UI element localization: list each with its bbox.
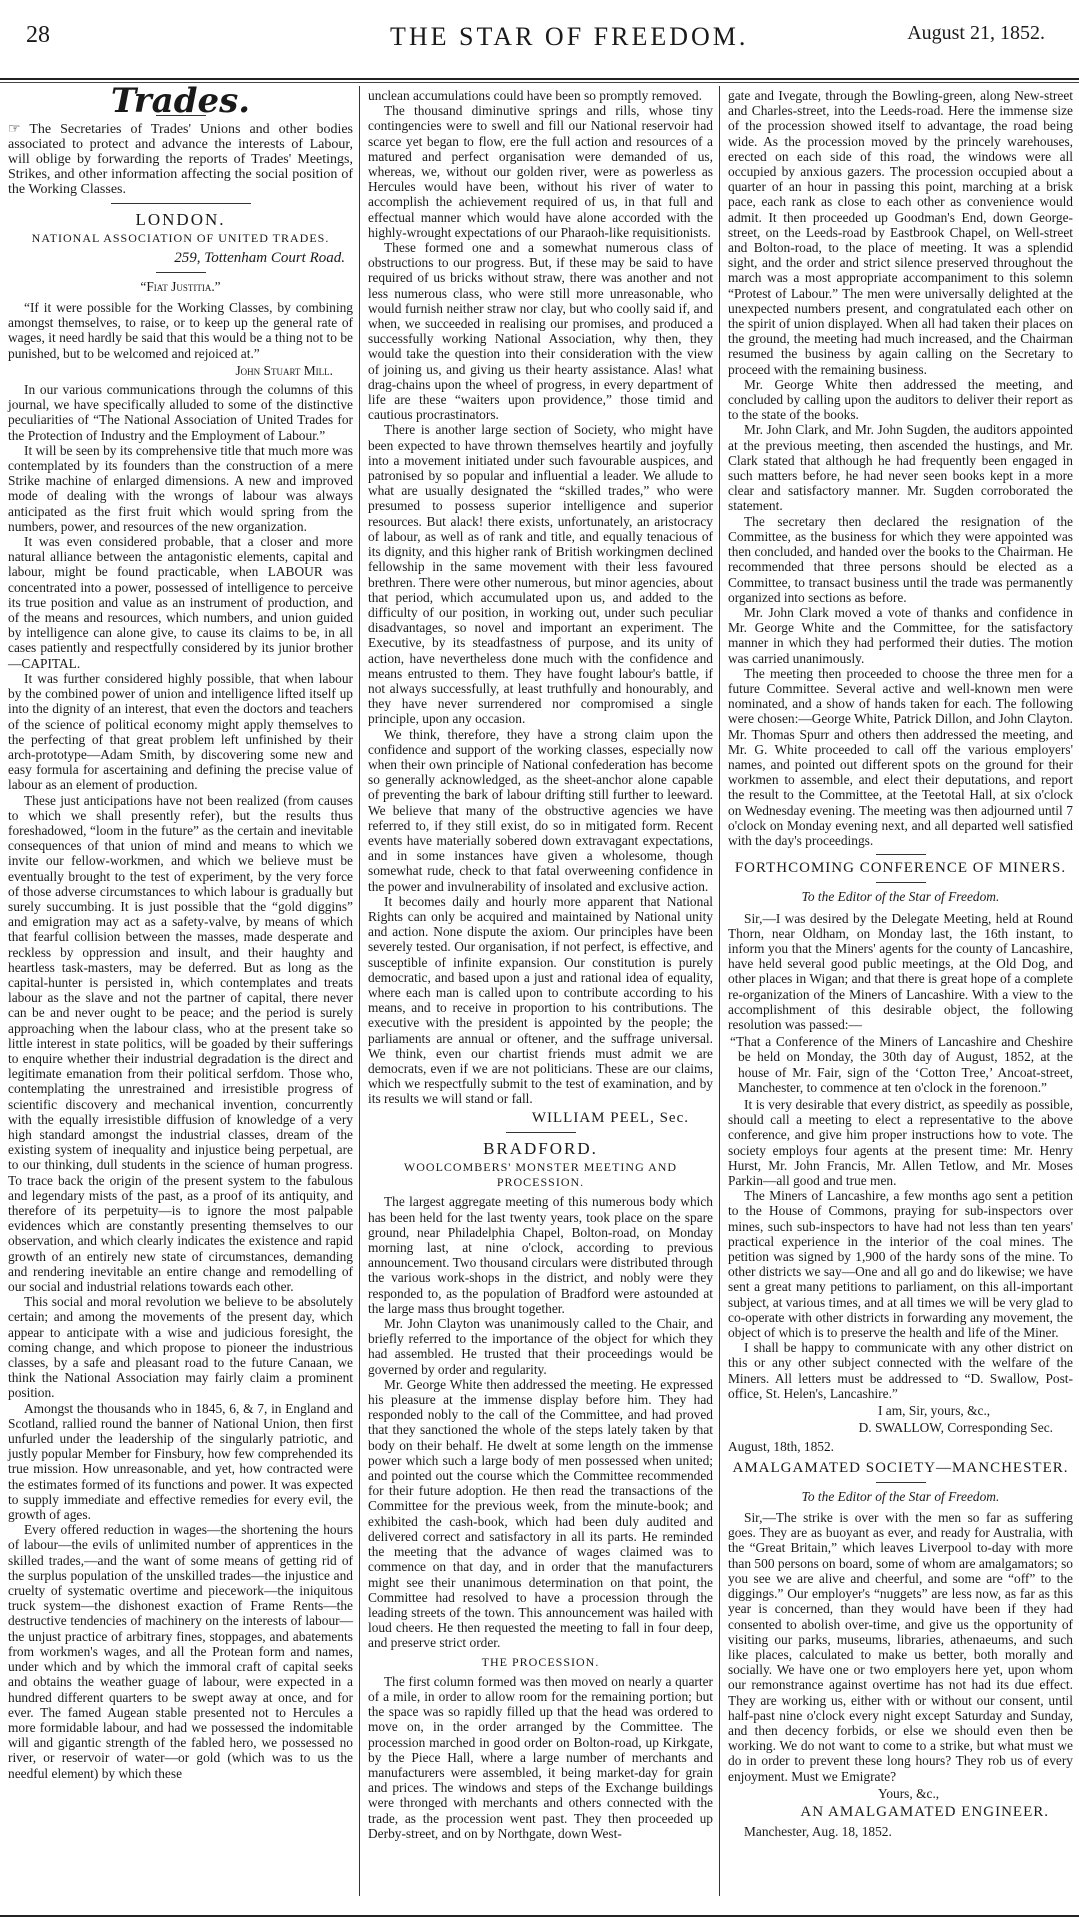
- article-signature: WILLIAM PEEL, Sec.: [531, 1109, 689, 1126]
- letter-signature: D. SWALLOW, Corresponding Sec.: [858, 1420, 1053, 1436]
- epigraph-quote: “If it were possible for the Working Classes, by combining amongst themselves, to raise, or to keep up the general rate of wages, it need hardly be said that this would be a thing not to be punished, but to be welcomed and rejoiced at.”: [8, 300, 353, 361]
- org-heading: NATIONAL ASSOCIATION OF UNITED TRADES.: [31, 231, 330, 246]
- paragraph: The meeting then proceeded to choose the three men for a future Committee. Several active and well-known men were nominated, and a show of hands taken for each. The following were chosen:—George White, Patrick Dillon, and John Clayton. Mr. Thomas Spurr and others then addressed the meeting, and Mr. G. White proceeded to call off the various employers' names, and pointed out different spots on the ground for their workmen to assemble, and elect their deputations, and report the result to the Committee, at the Teetotal Hall, at six o'clock on Wednesday evening. The meeting was then adjourned until 7 o'clock on Monday evening next, and all departed well satisfied with the day's proceedings.: [728, 665, 1073, 848]
- paragraph: Mr. John Clark moved a vote of thanks and confidence in Mr. George White and the Committee, for the satisfactory manner in which they had performed their duties. The motion was carried unanimously.: [728, 604, 1073, 666]
- paragraph: Amongst the thousands who in 1845, 6, & 7, in England and Scotland, rallied round the banner of National Union, then first unfurled under the leadership of the singularly patriotic, and justly popular Member for Finsbury, how few comprehended its true mission. How unreasonable, and yet, how contracted were the estimates formed of its functions and power. It was expected to supply immediate and effective remedies for every evil, the growth of ages.: [8, 1400, 353, 1523]
- paragraph: It becomes daily and hourly more apparent that National Rights can only be acquired and maintained by National unity and action. None dispute the axiom. Our principles have been severely tested. Our organisation, if not perfect, is effective, and susceptible of infinite expansion. Our constitution is purely democratic, and based upon a just and rational idea of equality, where each man is called upon to contribute according to his means, and to receive in proportion to his contributions. The executive with the president is appointed by the people; the parliaments are annual or oftener, and the suffrage universal. We think, even our chartist friends must admit we are democrats, even if we are not politicians. These are our claims, which we respectfully submit to the test of examination, and by its results we will stand or fall.: [368, 893, 713, 1107]
- editorial-notice: ☞ The Secretaries of Trades' Unions and other bodies associated to protect and advance the interests of Labour, will oblige by forwarding the reports of Trades' Meetings, Strikes, and other information affecting the social position of the Working Classes.: [8, 122, 353, 198]
- letter-address-line: To the Editor of the Star of Freedom.: [801, 889, 1000, 905]
- issue-date: August 21, 1852.: [907, 22, 1045, 44]
- paragraph: The secretary then declared the resignation of the Committee, as the business for which they were appointed was then concluded, and handed over the books to the Chairman. He recommended that three persons should be elected as a Committee, to transact business until the trade was permanently organized into sections as before.: [728, 513, 1073, 605]
- letter-address-line: To the Editor of the Star of Freedom.: [801, 1488, 1000, 1504]
- paragraph: These just anticipations have not been realized (from causes to which we shall presently refer), but the results thus foreshadowed, “loom in the future” as the certain and inevitable consequences of that union of mind and means to which we invite our fellow-workmen, and which we believe must be eventually brought to the test of experiment, by the very force of those adverse circumstances to which labour is gradually but surely succumbing. It is just possible that the “gold diggins” and emigration may act as a safety-valve, by means of which that fearful collision between the masses, made desperate and reckless by oppression and insult, and their haughty and heartless task-masters, may be deferred. But as long as the capital-hunter is persisted in, which contemplates and treats labour as the slave and not the partner of capital, there never can be and never ought to be peace; and the period is surely approaching when the labour class, who at the present take so little interest in state politics, will be goaded by their sufferings to enquire whether their industrial degradation is the direct and legitimate emanation from their political serfdom. Those who, contemplating the unrestrained and irresistible progress of scientific discovery and mechanical invention, concurrently with the equally irresistible diffusion of knowledge of a very high standard amongst the industrial classes, dream of the existing system of inequality and injustice being perpetual, are to our thinking, dull students in the science of human progress. To trace back the origin of the present system to the fabulous and legendary mists of the past, as a proof of its antiquity, and therefore of its perpetuity—is to ignore the most palpable evidences which are constantly presenting themselves to our observation, and which clearly indicates the existence and rapid growth of an entirely new state of circumstances, demanding and rendering inevitable an entire change and remodelling of our social and industrial relations towards each other.: [8, 792, 353, 1295]
- section-title: Trades.: [110, 81, 251, 121]
- org-address: 259, Tottenham Court Road.: [174, 249, 345, 266]
- procession-report-continued: [728, 88, 1073, 848]
- paragraph: The first column formed was then moved on nearly a quarter of a mile, in order to allow room for the remaining portion; but the space was so rapidly filled up that the head was ordered to move on, in the order arranged by the Committee. The procession marched in good order on Bolton-road, up Kirkgate, by the Piece Hall, where a large number of merchants and manufacturers were assembled, it being market-day for grain and prices. The windows and steps of the Exchange buildings were thronged with merchants and others connected with the trade, as the procession went past. They then proceeded up Derby-street, and on by Northgate, down West-: [368, 1673, 713, 1841]
- column-2: [368, 88, 713, 1841]
- article-body: [8, 382, 353, 1781]
- column-3: [728, 88, 1073, 1841]
- column-divider: [719, 86, 720, 1896]
- procession-report: [368, 1674, 713, 1841]
- pointing-hand-icon: ☞: [8, 122, 30, 138]
- paragraph: Mr. George White then addressed the meeting. He expressed his pleasure at the immense display before him. They had responded nobly to the call of the Committee, and had proved that they sanctioned the whole of the steps lately taken by that body on their behalf. He dwelt at some length on the immense power which such a large body of men possessed when united; and pointed out the course which the Committee recommended for their future adoption. He then read the transactions of the Committee for the previous week, from the minute-book; and exhibited the cash-book, which had been duly audited and delivered correct and satisfactory in all its parts. He reminded the meeting that the advance of wages claimed was to commence on that day, and in order that the manufacturers might see their unanimous determination on that point, the Committee had resolved to have a procession through the leading streets of the town. This announcement was hailed with loud cheers. He then requested the meeting to fall in four deep, and preserve strict order.: [368, 1376, 713, 1651]
- paragraph: unclean accumulations could have been so promptly removed.: [368, 88, 702, 103]
- paragraph: Mr. John Clark, and Mr. John Sugden, the auditors appointed at the previous meeting, then ascended the hustings, and Mr. Clark stated that although he had frequently been engaged in such matters before, he had never seen books kept in a more clear and satisfactory manner. Mr. Sugden corroborated the statement.: [728, 422, 1073, 514]
- subheading-woolcombers: WOOLCOMBERS' MONSTER MEETING AND PROCESSION.: [403, 1160, 678, 1190]
- paragraph: This social and moral revolution we believe to be absolutely certain; and among the movements of the present day, which appear to anticipate with a wise and judicious foresight, the coming change, and which propose to pioneer the industrious classes, by a safe and pleasant road to the future Canaan, we think the National Association may fairly claim a prominent position.: [8, 1294, 353, 1401]
- heading-bradford: BRADFORD.: [483, 1138, 598, 1158]
- bradford-report: [368, 1194, 713, 1650]
- paragraph: It was further considered highly possible, that when labour by the combined power of union and intelligence lifted itself up into the dignity of an interest, that even the doctors and teachers of the science of political economy might apply themselves to the perfecting of that great problem left unfinished by their arch-prototype—Adam Smith, by discovering some new and easy formula for ascertaining and defining the precise value of labour as an element of production.: [8, 670, 353, 793]
- miners-letter-continued: [728, 1097, 1073, 1401]
- paragraph: gate and Ivegate, through the Bowling-green, along New-street and Charles-street, into the Leeds-road. Here the immense size of the procession showed itself to advantage, the road being wide. As the procession moved by the princely warehouses, erected on each side of this road, the windows were all occupied by anxious gazers. The procession occupied about a quarter of an hour in passing this point, marching at a brisk pace, each rank as close to each other as convenience would admit. It then proceeded up Goodman's End, down George-street, on the Leeds-road by Eastbrook Chapel, on Well-street and Bolton-road, to the place of meeting. It was a splendid sight, and the order and strict silence preserved throughout the march was a most appropriate accompaniment to this solemn “Protest of Labour.” The men were universally delighted at the unexpected numbers present, and congratulated each other on the spirit of union displayed. When all had taken their places on the ground, the meeting had much increased, and the Chairman resumed the business by again calling on the Secretary to proceed with the remaining business.: [728, 88, 1073, 377]
- paragraph: In our various communications through the columns of this journal, we have specifically alluded to some of the distinctive peculiarities of “The National Association of United Trades for the Protection of Industry and the Employment of Labour.”: [8, 382, 353, 443]
- letter-date: Manchester, Aug. 18, 1852.: [744, 1824, 892, 1840]
- paragraph: It was even considered probable, that a closer and more natural alliance between the antagonistic elements, capital and labour, might be found practicable, when LABOUR was concentrated into a power, possessed of intelligence to perceive its true position and value as an instrument of production, and of the means and resources, which numbers, and union guided by intelligence can alone give, to cause its claims to be, in all cases patiently and respectfully considered by its junior brother—CAPITAL.: [8, 534, 353, 671]
- divider: [506, 1132, 576, 1133]
- header-rule: [0, 78, 1079, 80]
- paragraph: The largest aggregate meeting of this numerous body which has been held for the last twenty years, took place on the spare ground, near Philadelphia Chapel, Bolton-road, on Monday morning last, at nine o'clock, according to previous announcement. Two thousand circulars were distributed through the various work-shops in the district, and nobly were they responded to, as the population of Bradford were astounded at the large mass thus brought together.: [368, 1194, 713, 1316]
- epigraph-author: John Stuart Mill.: [235, 362, 333, 378]
- paragraph: The thousand diminutive springs and rills, whose tiny contingencies were to swell and fill our National reservoir had scarce yet began to flow, ere the full action and resources of a matured and perfect organisation were demanded of us, whereas, we, without our golden river, were as powerless as Hercules would have been, without his river of water to accomplish the achievement required of us, in that full and effectual manner which would have alone accorded with the highly-wrought expectations of our Pharaoh-like requisitionists.: [368, 103, 713, 240]
- paragraph: There is another large section of Society, who might have been expected to have thrown themselves heartily and joyfully into a movement initiated under such favourable auspices, and patronised by so popular and influential a leader. We allude to what are usually designated the “skilled trades,” who were presumed to possess superior intelligence and superior resources. But alack! there exists, unfortunately, an aristocracy of labour, as well as of rank and title, and equally tenacious of its dignity, and this higher rank of British workingmen declined fellowship in the same movement with their less favoured brethren. There were other numerous, but minor agencies, about that period, which accumulated upon us, and added to the difficulty of our position, in working out, under such peculiar disadvantages, so novel and important an experiment. The Executive, by its steadfastness of purpose, and its unity of action, have nevertheless done much with the confidence and means entrusted to them. They have fought labour's battle, if not always successfully, at least truthfully and honourably, and they have never surrendered nor compromised a single principle, upon any occasion.: [368, 422, 713, 727]
- resolution-quote: “That a Conference of the Miners of Lancashire and Cheshire be held on Monday, the 30th day of August, 1852, at the house of Mr. Fair, sign of the ‘Cotton Tree,’ Ancoat-street, Manchester, to commence at ten o'clock in the forenoon.”: [730, 1034, 1073, 1095]
- paragraph: Sir,—The strike is over with the men so far as suffering goes. They are as buoyant as ever, and ready for Australia, with the “Great Britain,” which leaves Liverpool to-day with more than 500 persons on board, some of whom are amalgamators; so you see we are alive and cheerful, and some are “off” to the diggings.” Our employer's “nuggets” are less now, as far as this year is concerned, than they would have been if they had consented to abolish over-time, and give us the opportunity of visiting our parks, museums, libraries, athenaeums, and such like places, calculated to make us better, both morally and socially. We have one or two employers here yet, upon whom our remonstrance against overtime has not had its due effect. They are working us, either with or without our consent, until half-past nine o'clock every night except Saturday and Sunday, and then decency forbids, or else we should even then be working. We do not want to come to a strike, but what must we do in order to prevent these long hours? They rob us of every enjoyment. Must we Emigrate?: [728, 1510, 1073, 1784]
- paragraph: These formed one and a somewhat numerous class of obstructions to our progress. But, if these may be said to have required of us bricks without straw, there was another and not less numerous class, who were still more unreasonable, who would furnish neither straw nor clay, but who coolly said if, and when, we succeeded in realising our promises, and produced a successfully working National Association, why then, they would take the question into their consideration with the view of joining us, and giving us their hearty assistance. Alas! what drag-chains upon the wheel of progress, in every department of life are these “waiters upon providence,” those timid and cautious procrastinators.: [368, 240, 713, 423]
- masthead: [0, 0, 1079, 70]
- subheading-procession: THE PROCESSION.: [481, 1654, 600, 1669]
- paragraph: Every offered reduction in wages—the shortening the hours of labour—the evils of unlimited number of apprentices in the skilled trades,—and the want of some means of getting rid of the surplus population of the unskilled trades—the injustice and cruelty of systematic overtime and piecework—the iniquitous truck system—the dishonest exaction of Frame Rents—the destructive tendencies of machinery on the interests of labour—the unjust practice of arbitrary fines, stoppages, and abatements from workmen's wages, and all the Protean form and names, under which and by which the immoral craft of capital seeks and obtains the weather guage of labour, were expected in a hundred different quarters to be swept away at once, and for ever. The famed Augean stable presented not to Hercules a more formidable labour, and had we possessed the indomitable will and gigantic strength of the fabled hero, we possessed no river, or reservoir of water—or gold (which was to us the needful element) by which these: [8, 1522, 353, 1781]
- paragraph: Mr. George White then addressed the meeting, and concluded by calling upon the auditors to deliver their report as to the state of the books.: [728, 376, 1073, 423]
- paragraph: I shall be happy to communicate with any other district on this or any other subject connected with the welfare of the Miners. All letters must be addressed to “D. Swallow, Post-office, St. Helen's, Lancashire.”: [728, 1340, 1073, 1401]
- paragraph: Sir,—I was desired by the Delegate Meeting, held at Round Thorn, near Oldham, on Monday last, the 16th instant, to inform you that the Miners' agents for the county of Lancashire, have held several good public meetings, at the Old Dog, and other places in Wigan; and that there is great hope of a complete re-organization of the Miners of Lancashire. With a view to the accomplishment of this desirable object, the following resolution was passed:—: [728, 910, 1073, 1032]
- heading-amalgamated-society: AMALGAMATED SOCIETY—MANCHESTER.: [732, 1459, 1069, 1476]
- heading-miners-conference: FORTHCOMING CONFERENCE OF MINERS.: [734, 860, 1067, 877]
- column-divider: [359, 86, 360, 1896]
- letter-closing: Yours, &c.,: [878, 1785, 940, 1801]
- divider: [876, 1482, 926, 1483]
- paragraph: Mr. John Clayton was unanimously called to the Chair, and briefly referred to the importance of the object for which they had assembled. He trusted that their proceedings would be governed by order and regularity.: [368, 1316, 713, 1377]
- miners-letter: [728, 911, 1073, 1033]
- newspaper-title: THE STAR OF FREEDOM.: [390, 22, 749, 51]
- paragraph: It is very desirable that every district, as speedily as possible, should call a meeting to elect a representative to the above conference, and give him proper instructions how to vote. The society employs four agents at the present time: Mr. Henry Hurst, Mr. John Francis, Mr. Allen Tetlow, and Mr. Moses Parkin—all good and true men.: [728, 1097, 1073, 1189]
- divider: [876, 854, 926, 855]
- paragraph: The Miners of Lancashire, a few months ago sent a petition to the House of Commons, praying for sub-inspectors over mines, such sub-inspectors to have had not less than ten years' practical experience in the interior of the coal mines. The petition was signed by 1,900 of the hardy sons of the mine. To other districts we say—One and all go and do likewise; we have sent a great many petitions to parliament, on this all-important subject, at various times, and at all times we will be very glad to co-operate with other districts in forwarding any movement, the object of which is to preserve the health and life of the Miner.: [728, 1188, 1073, 1341]
- paragraph: We think, therefore, they have a strong claim upon the confidence and support of the working classes, especially now when their own principle of National confederation has become so generally acknowledged, as the sheet-anchor alone capable of preventing the bark of labour drifting still further to leeward. We believe that many of the obstructive agencies we have referred to, if they still exist, do so in mitigated form. Recent events have materially sobered down extravagant expectations, and in some instances have given a wholesome, though somewhat rude, check to that fatal overweening confidence in the power and invulnerability of insolated and exclusive action.: [368, 726, 713, 894]
- letter-date: August, 18th, 1852.: [728, 1439, 835, 1455]
- page-number: 28: [26, 22, 50, 48]
- article-body-continued: [368, 88, 713, 1107]
- footer-rule: [0, 1915, 1079, 1917]
- divider: [111, 203, 251, 204]
- paragraph: It will be seen by its comprehensive title that much more was contemplated by its founders than the construction of a mere Strike machine of enlarged dimensions. A new and improved mode of dealing with the wrongs of labour was always anticipated as the first fruit which would spring from the numbers, power, and resources of the new organization.: [8, 442, 353, 534]
- divider: [156, 272, 206, 273]
- letter-closing: I am, Sir, yours, &c.,: [878, 1403, 991, 1419]
- heading-london: LONDON.: [135, 210, 226, 230]
- letter-signature: AN AMALGAMATED ENGINEER.: [800, 1803, 1049, 1820]
- motto: “Fiat Justitia.”: [140, 278, 221, 294]
- divider: [876, 882, 926, 883]
- column-1: [8, 81, 353, 1781]
- amalgamated-letter: [728, 1510, 1073, 1784]
